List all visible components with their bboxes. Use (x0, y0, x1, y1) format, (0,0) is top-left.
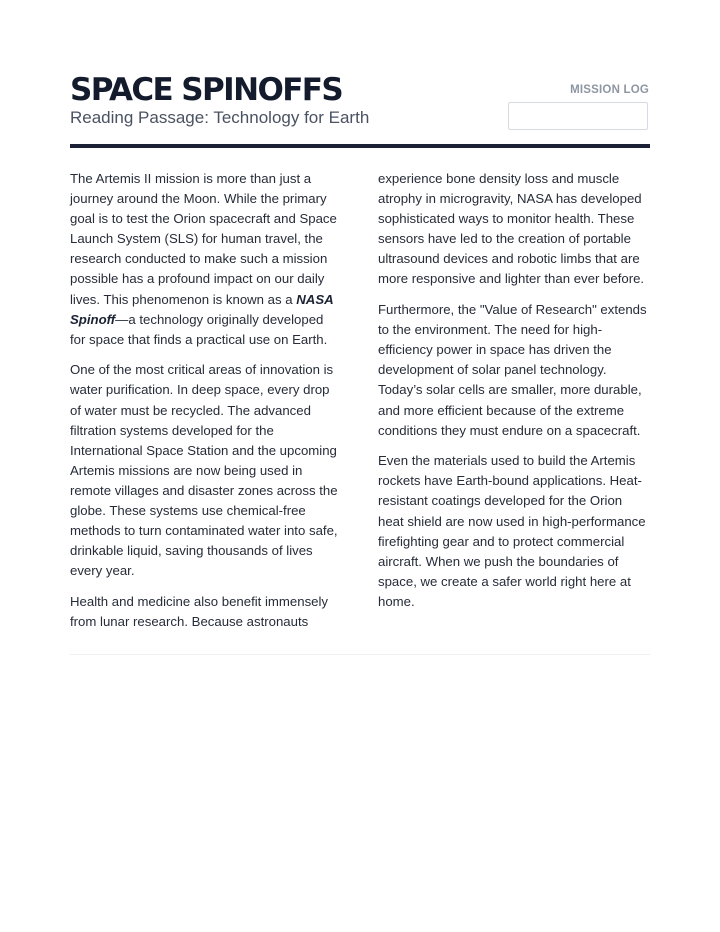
paragraph-intro-text-end: —a technology originally developed for space that finds a practical use on Earth. (70, 311, 328, 347)
passage-column-left (70, 169, 342, 643)
mission-log-input[interactable] (508, 102, 648, 130)
paragraph-intro-text: The Artemis II mission is more than just a journey around the Moon. While the primary goal is to test the Orion spacecraft and Space Launch System (SLS) for human travel, the research conducted to make such a mission possible has a profound impact on our daily lives. This phenomenon is known as a (70, 171, 337, 307)
paragraph-intro (70, 169, 342, 350)
header (70, 70, 650, 132)
paragraph-water: One of the most critical areas of innovation is water purification. In deep space, every drop of water must be recycled. The advanced filtration systems developed for the International Space Station and the upcoming Artemis missions are now being used in remote villages and disaster zones across the globe. These systems use chemical-free methods to turn contaminated water into safe, drinkable liquid, saving thousands of lives every year. (70, 362, 338, 579)
page-title: SPACE SPINOFFS (70, 72, 343, 108)
nasa-spinoff-term: NASA Spinoff (70, 291, 334, 327)
paragraph-materials: Even the materials used to build the Artemis rockets have Earth-bound applications. Heat-resistant coatings developed for the Orion heat shield are now used in high-performance firefighting gear and to protect commercial aircraft. When we push the boundaries of space, we create a safer world right here at home. (378, 453, 646, 609)
mission-log-label: MISSION LOG (570, 84, 649, 96)
passage-columns (70, 169, 650, 643)
paragraph-health-start: Health and medicine also benefit immensely from lunar research. Because astronauts (70, 593, 329, 629)
footer-divider (70, 654, 650, 655)
passage-column-right (378, 169, 650, 643)
paragraph-environment: Furthermore, the "Value of Research" extends to the environment. The need for high-efficiency power in space has driven the development of solar panel technology. Today’s solar cells are smaller, more durable, and more efficient because of the extreme conditions they must endure on a spacecraft. (378, 302, 647, 438)
paragraph-health-end: experience bone density loss and muscle atrophy in microgravity, NASA has developed sophisticated ways to monitor health. These sensors have led to the creation of portable ultrasound devices and robotic limbs that are more responsive and lighter than ever before. (378, 171, 645, 287)
page-subtitle: Reading Passage: Technology for Earth (70, 108, 370, 127)
header-divider (70, 144, 650, 148)
